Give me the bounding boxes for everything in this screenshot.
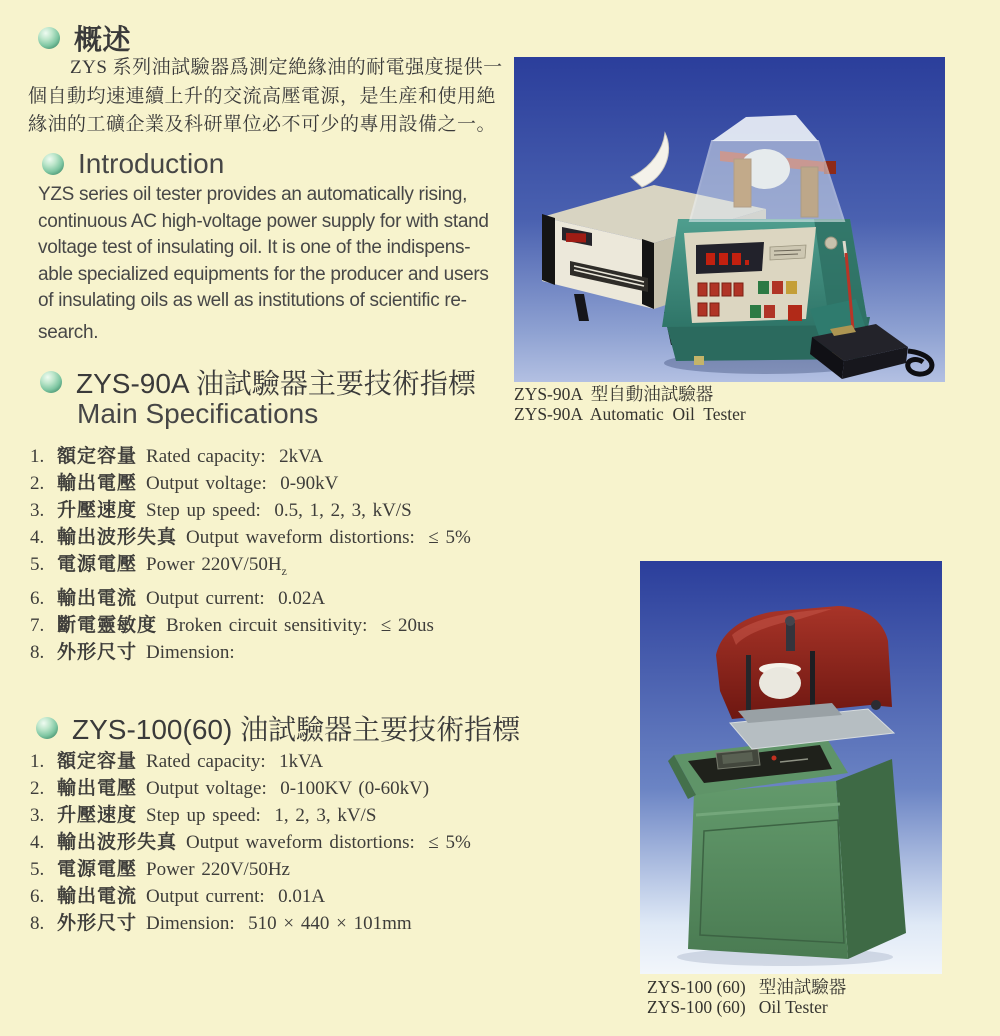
zys100-spec-list: [30, 748, 471, 937]
spec-item: [30, 748, 471, 775]
red-hood: [716, 606, 892, 719]
spec-item-number: 5.: [30, 859, 45, 880]
spec-item-text-en: Output voltage: 0-90kV: [146, 473, 339, 494]
spec-item-label-zh: 額定容量: [57, 446, 138, 467]
spec-item: [30, 612, 471, 639]
caption-line-zh: ZYS-90A 型自動油試驗器: [514, 384, 714, 404]
spec-item: [30, 910, 471, 937]
introduction-title: Introduction: [78, 148, 225, 179]
caption-line-en: ZYS-100 (60) Oil Tester: [647, 997, 828, 1017]
paragraph-line: able specialized equipments for the producer and users: [38, 263, 489, 285]
spec-item-label-zh: 輸出電壓: [57, 473, 138, 494]
spec-item: [30, 802, 471, 829]
spec-item-number: 3.: [30, 805, 45, 826]
photo1-caption: [514, 384, 746, 424]
spec-item: [30, 551, 471, 585]
spec-item-text-en: Rated capacity: 1kVA: [146, 751, 324, 772]
spec-item-text-en: Power 220V/50H: [146, 554, 282, 575]
caption-line-en: ZYS-90A Automatic Oil Tester: [514, 404, 746, 424]
paragraph-line: search.: [38, 321, 99, 343]
spec-item-label-zh: 輸出電流: [57, 587, 138, 609]
spec-item: [30, 639, 471, 666]
spec-item-number: 8.: [30, 913, 45, 934]
spec-item-label-zh: 輸出電流: [57, 886, 138, 907]
spec-item-label-zh: 升壓速度: [57, 805, 138, 826]
spec-item-label-zh: 電源電壓: [57, 554, 138, 575]
paragraph-line: 緣油的工礦企業及科研單位必不可少的專用設備之一。: [28, 114, 497, 135]
spec-item-number: 2.: [30, 473, 45, 494]
spec-item-text-en: Output voltage: 0-100KV (0-60kV): [146, 778, 430, 799]
spec-item-text-en: Dimension: 510 × 440 × 101mm: [146, 913, 412, 934]
paragraph-line: YZS series oil tester provides an automatically rising,: [38, 184, 468, 205]
spec-item: [30, 585, 471, 612]
overview-heading: [38, 18, 131, 58]
spec-item: [30, 856, 471, 883]
spec-item-number: 5.: [30, 554, 45, 575]
spec-item-text-en: Step up speed: 0.5, 1, 2, 3, kV/S: [146, 500, 412, 521]
spec-item: [30, 524, 471, 551]
green-sphere-bullet-icon: [36, 717, 58, 739]
spec-item-text-en: Dimension:: [146, 641, 235, 663]
spec-item-label-zh: 額定容量: [57, 751, 138, 772]
spec-item: [30, 497, 471, 524]
green-sphere-bullet-icon: [40, 371, 62, 393]
spec-item-number: 6.: [30, 587, 45, 609]
spec-item: [30, 470, 471, 497]
spec-item-label-zh: 輸出波形失真: [57, 527, 178, 548]
spec-item-label-zh: 輸出波形失真: [57, 832, 178, 853]
cabinet-front: [688, 781, 848, 959]
spec-item-text-en: Output current: 0.02A: [146, 587, 326, 609]
paragraph-line: continuous AC high-voltage power supply for with stand: [38, 210, 489, 232]
spec-item-number: 8.: [30, 641, 45, 663]
spec-item-text-en: Step up speed: 1, 2, 3, kV/S: [146, 805, 377, 826]
zys90a-spec-list: [30, 443, 471, 666]
spec-item-text-en: Rated capacity: 2kVA: [146, 446, 324, 467]
paragraph-line: ZYS 系列油試驗器爲測定絶緣油的耐電强度提供一: [70, 57, 503, 78]
photo2-caption: [647, 977, 846, 1017]
paragraph-line: 個自動均速連續上升的交流高壓電源，是生産和使用絶: [28, 85, 497, 107]
spec-item-number: 7.: [30, 614, 45, 636]
overview-paragraph: [28, 54, 503, 140]
zys100-section-heading: [36, 708, 520, 748]
spec-item-label-zh: 電源電壓: [57, 859, 138, 880]
zys90a-section-title-zh: ZYS-90A 油試驗器主要技術指標: [76, 368, 476, 399]
paragraph-line: voltage test of insulating oil. It is one of the indispens-: [38, 237, 471, 258]
introduction-heading: [42, 148, 224, 180]
green-sphere-bullet-icon: [38, 27, 60, 49]
spec-item-number: 4.: [30, 527, 45, 548]
spec-item-number: 2.: [30, 778, 45, 799]
spec-item-text-en: Output waveform distortions: ≤ 5%: [186, 832, 471, 853]
spec-item-label-zh: 斷電靈敏度: [57, 614, 158, 636]
spec-item: [30, 775, 471, 802]
zys100-photo: [640, 561, 942, 974]
spec-item-label-zh: 升壓速度: [57, 500, 138, 521]
paragraph-line: of insulating oils as well as institutions of scientific re-: [38, 290, 467, 311]
spec-item-number: 1.: [30, 446, 45, 467]
acrylic-cover-front: [690, 141, 844, 221]
zys90a-section-heading: [40, 362, 476, 402]
caption-line-zh: ZYS-100 (60) 型油試驗器: [647, 977, 847, 997]
spec-item-label-zh: 外形尺寸: [57, 913, 138, 934]
zys100-section-title-zh: ZYS-100(60) 油試驗器主要技術指標: [72, 714, 521, 745]
overview-title: 概述: [74, 24, 132, 55]
control-panel: [684, 227, 816, 323]
spec-item-text-en: Output current: 0.01A: [146, 886, 326, 907]
spec-item-text-en: Output waveform distortions: ≤ 5%: [186, 527, 471, 548]
spec-item-label-zh: 輸出電壓: [57, 778, 138, 799]
spec-item-subscript: z: [281, 563, 287, 578]
spec-item: [30, 883, 471, 910]
oil-test-cup: [759, 667, 801, 699]
introduction-paragraph: [38, 182, 508, 346]
spec-item: [30, 829, 471, 856]
hinge-knob: [871, 700, 881, 710]
zys100-photo-illustration: [640, 561, 942, 974]
green-sphere-bullet-icon: [42, 153, 64, 175]
zys90a-section-title-en: Main Specifications: [77, 398, 319, 429]
spec-item-number: 4.: [30, 832, 45, 853]
spec-item-number: 1.: [30, 751, 45, 772]
spec-item-number: 6.: [30, 886, 45, 907]
panel-screw: [825, 237, 837, 249]
spec-item: [30, 443, 471, 470]
zys90a-photo-illustration: [514, 57, 945, 382]
spec-item-label-zh: 外形尺寸: [57, 641, 138, 663]
indicator-light: [772, 756, 777, 761]
name-plate: [770, 245, 806, 260]
zys90a-photo: [514, 57, 945, 382]
spec-item-number: 3.: [30, 500, 45, 521]
spec-item-text-en: Power 220V/50Hz: [146, 859, 290, 880]
spec-item-text-en: Broken circuit sensitivity: ≤ 20us: [166, 614, 434, 636]
